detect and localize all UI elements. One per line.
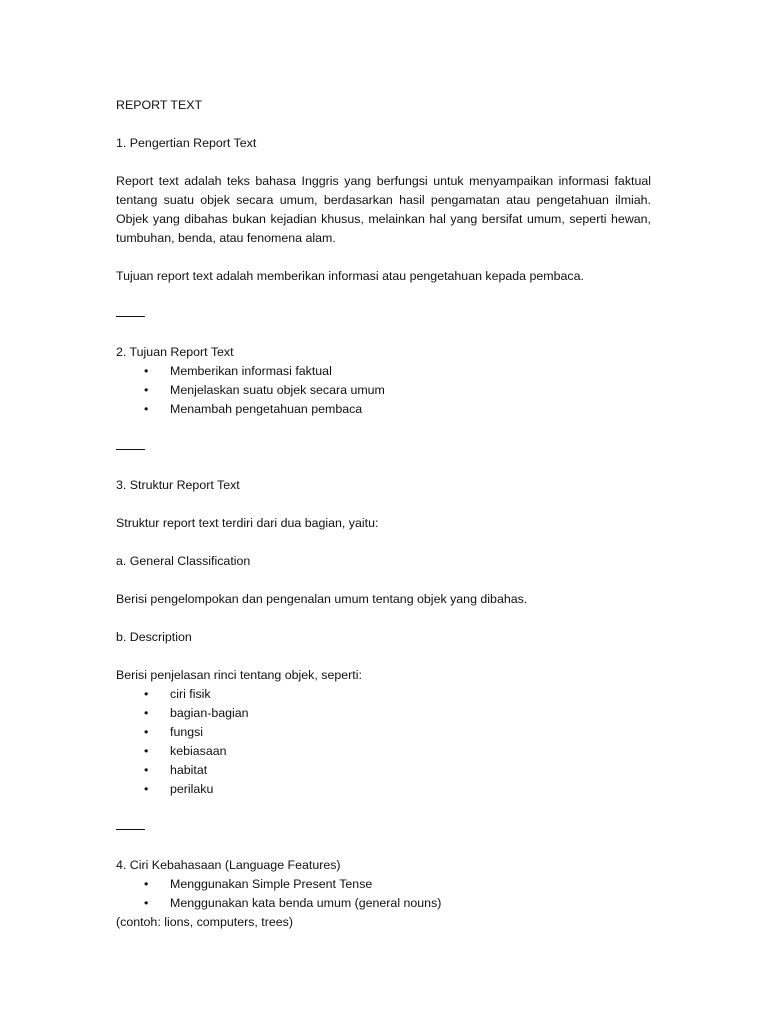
subsection-a-heading: a. General Classification: [116, 554, 251, 568]
bullet-icon: •: [144, 744, 149, 758]
list-item: • kebiasaan: [116, 742, 651, 761]
list-item: • Menambah pengetahuan pembaca: [116, 400, 651, 419]
list-item: • habitat: [116, 761, 651, 780]
list-item: • Memberikan informasi faktual: [116, 362, 651, 381]
subsection-a-text: Berisi pengelompokan dan pengenalan umum tentang objek yang dibahas.: [116, 592, 528, 606]
list-item: • Menggunakan Simple Present Tense: [116, 875, 651, 894]
section-3-heading: 3. Struktur Report Text: [116, 478, 240, 492]
list-item: • Menjelaskan suatu objek secara umum: [116, 381, 651, 400]
list-item: • perilaku: [116, 780, 651, 799]
subsection-b-heading: b. Description: [116, 630, 192, 644]
bullet-icon: •: [144, 782, 149, 796]
separator-line: [116, 818, 651, 837]
section-1-purpose: Tujuan report text adalah memberikan informasi atau pengetahuan kepada pembaca.: [116, 269, 584, 283]
bullet-icon: •: [144, 687, 149, 701]
bullet-icon: •: [144, 725, 149, 739]
bullet-icon: •: [144, 896, 149, 910]
list-item: • fungsi: [116, 723, 651, 742]
section-4-list: [116, 875, 651, 913]
subsection-b-list: [116, 685, 651, 799]
section-1-heading: 1. Pengertian Report Text: [116, 136, 257, 150]
section-3-intro: Struktur report text terdiri dari dua bagian, yaitu:: [116, 516, 379, 530]
document-page: [116, 96, 651, 932]
list-item: • ciri fisik: [116, 685, 651, 704]
section-2-heading: 2. Tujuan Report Text: [116, 345, 234, 359]
bullet-icon: •: [144, 402, 149, 416]
subsection-b-text: Berisi penjelasan rinci tentang objek, seperti:: [116, 668, 362, 682]
document-title: REPORT TEXT: [116, 98, 203, 112]
bullet-icon: •: [144, 763, 149, 777]
bullet-icon: •: [144, 383, 149, 397]
bullet-icon: •: [144, 364, 149, 378]
list-item: • bagian-bagian: [116, 704, 651, 723]
bullet-icon: •: [144, 877, 149, 891]
section-1-paragraph: Report text adalah teks bahasa Inggris yang berfungsi untuk menyampaikan informasi faktual tentang suatu objek secara umum, berdasarkan hasil pengamatan atau pengetahuan ilmiah. Objek yang dibahas bukan kejadian khusus, melainkan hal yang bersifat umum, seperti hewan, tumbuhan, benda, atau fenomena alam.: [116, 174, 651, 245]
section-4-example: (contoh: lions, computers, trees): [116, 915, 293, 929]
section-2-list: [116, 362, 651, 419]
separator-line: [116, 305, 651, 324]
section-4-heading: 4. Ciri Kebahasaan (Language Features): [116, 858, 341, 872]
bullet-icon: •: [144, 706, 149, 720]
separator-line: [116, 438, 651, 457]
list-item: • Menggunakan kata benda umum (general nouns): [116, 894, 651, 913]
